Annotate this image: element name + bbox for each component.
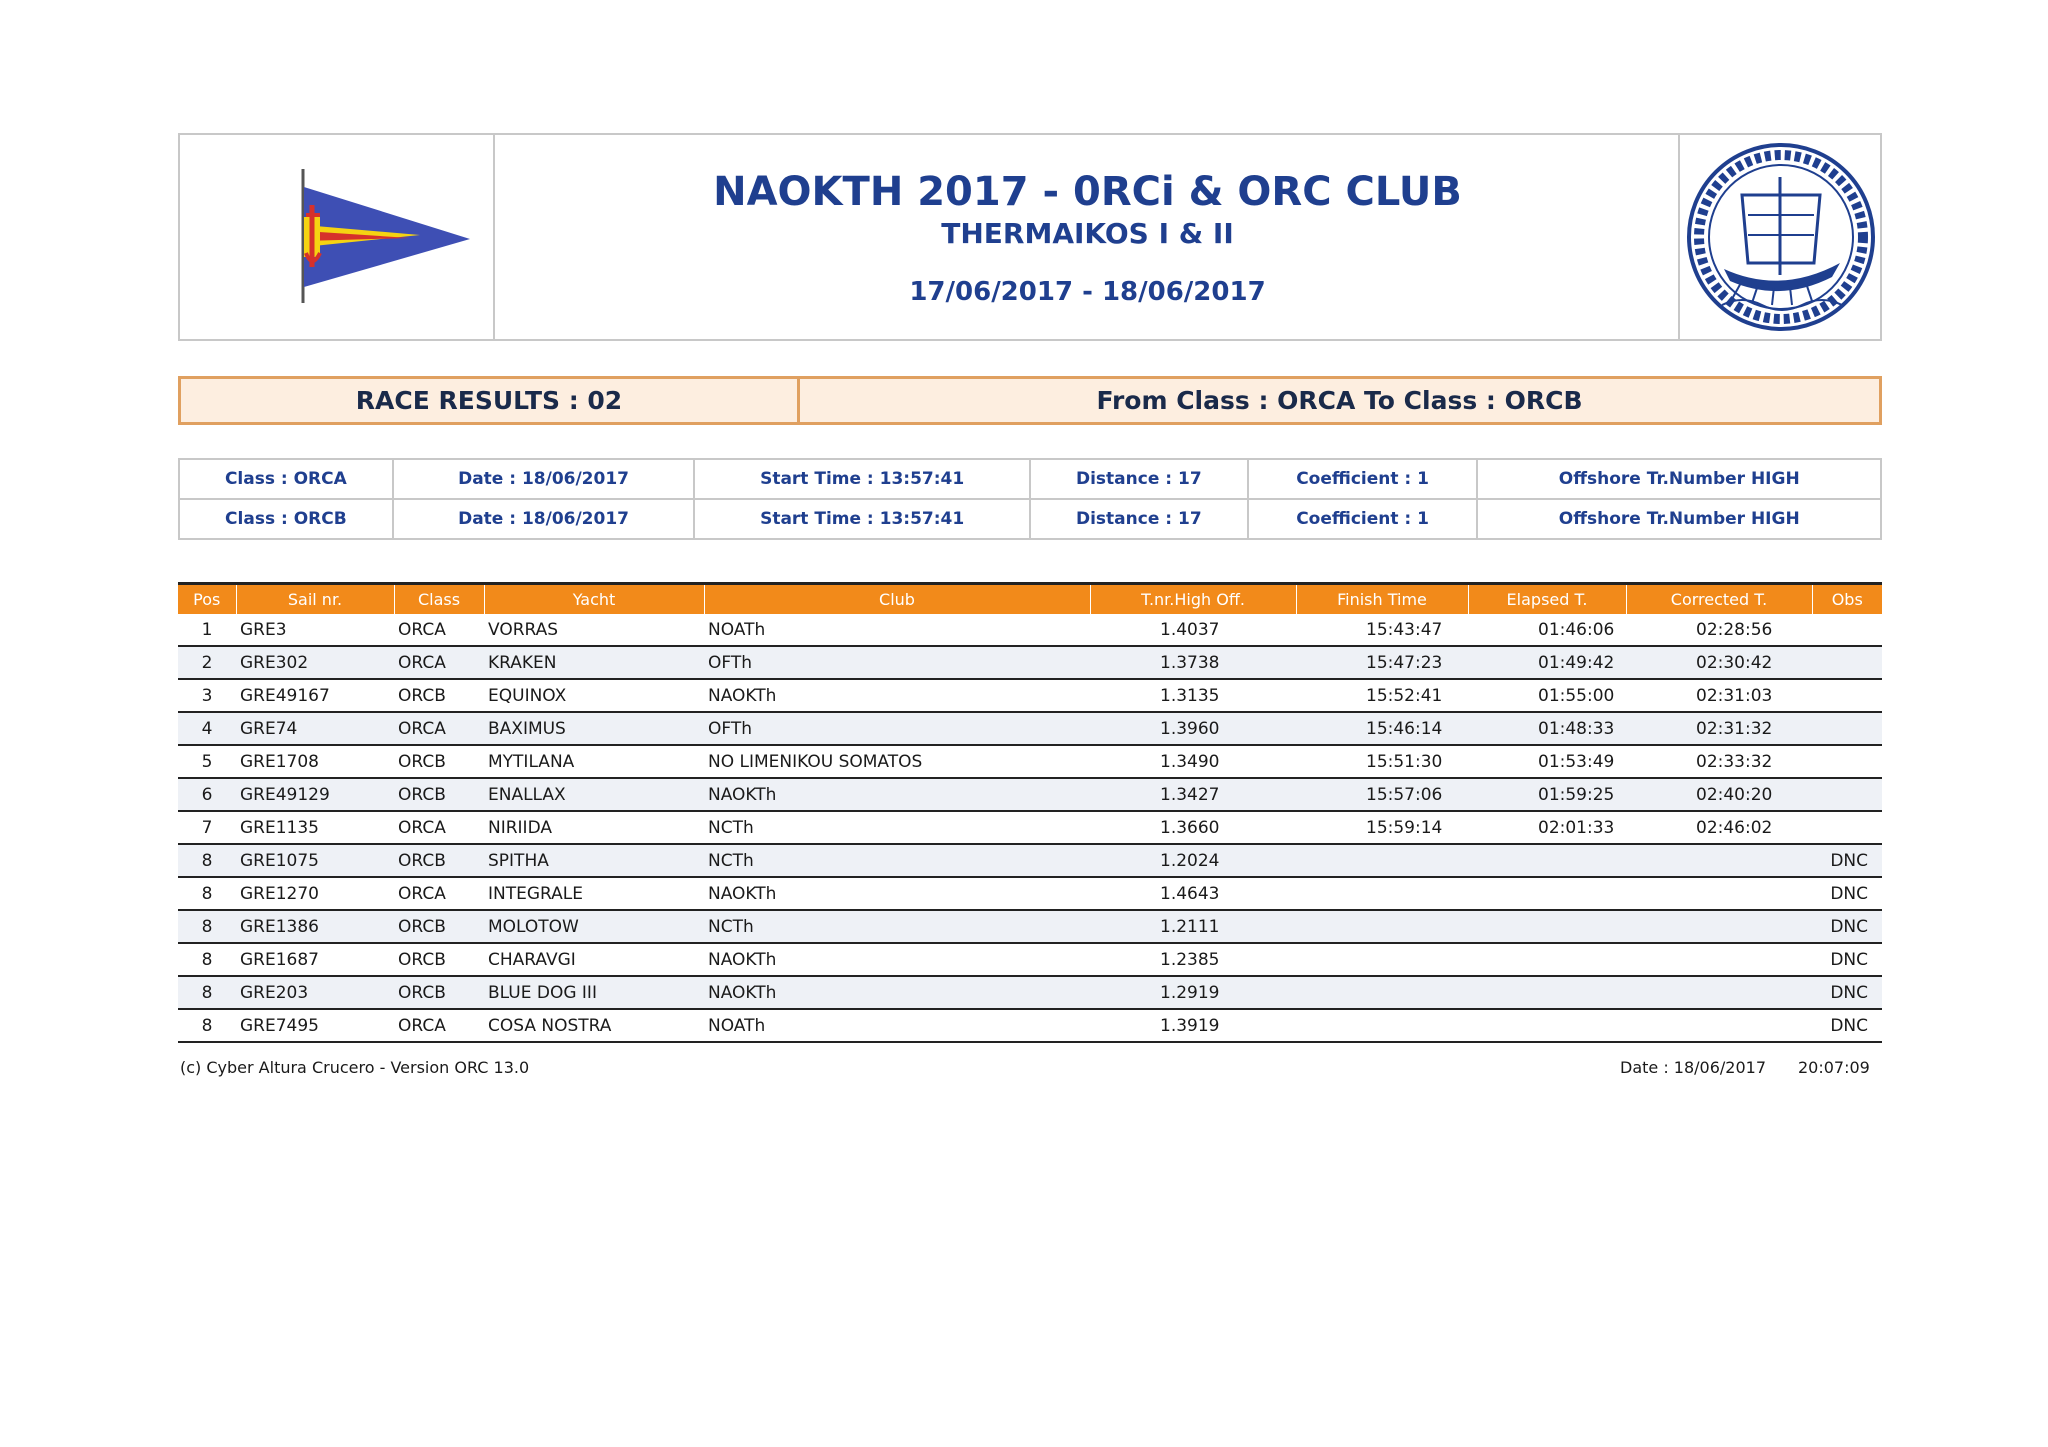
cell-obs: DNC: [1812, 1009, 1882, 1042]
cell-obs: [1812, 712, 1882, 745]
cell-sail: GRE203: [236, 976, 394, 1009]
table-row: [178, 712, 1882, 745]
cell-sail: GRE1270: [236, 877, 394, 910]
cell-sail: GRE74: [236, 712, 394, 745]
cell-sail: GRE1386: [236, 910, 394, 943]
cell-finish: [1296, 976, 1468, 1009]
cell-finish: [1296, 844, 1468, 877]
cell-club: NCTh: [704, 811, 1090, 844]
cell-pos: 2: [178, 646, 236, 679]
cell-obs: [1812, 745, 1882, 778]
cell-corrected: 02:46:02: [1626, 811, 1812, 844]
cell-finish: 15:57:06: [1296, 778, 1468, 811]
club-pennant-icon: [180, 135, 495, 339]
cell-elapsed: [1468, 1009, 1626, 1042]
cell-class: ORCA: [394, 646, 484, 679]
col-header-yacht: Yacht: [484, 584, 704, 615]
cell-elapsed: 01:59:25: [1468, 778, 1626, 811]
cell-elapsed: 02:01:33: [1468, 811, 1626, 844]
cell-club: NO LIMENIKOU SOMATOS: [704, 745, 1090, 778]
cell-class: ORCB: [394, 745, 484, 778]
cell-tnr: 1.3427: [1090, 778, 1296, 811]
class-range-label: From Class : ORCA To Class : ORCB: [1096, 386, 1583, 415]
class-info-row: [179, 459, 1881, 499]
cell-tnr: 1.4643: [1090, 877, 1296, 910]
event-dates: 17/06/2017 - 18/06/2017: [909, 277, 1266, 307]
cell-pos: 5: [178, 745, 236, 778]
cell-yacht: ENALLAX: [484, 778, 704, 811]
col-header-corrected: Corrected T.: [1626, 584, 1812, 615]
cell-obs: [1812, 614, 1882, 646]
class-info-table: [178, 458, 1882, 540]
class-info-method: Offshore Tr.Number HIGH: [1477, 499, 1881, 539]
cell-yacht: VORRAS: [484, 614, 704, 646]
cell-obs: [1812, 811, 1882, 844]
cell-class: ORCB: [394, 679, 484, 712]
title-cell: [497, 135, 1680, 339]
footer-credit: (c) Cyber Altura Crucero - Version ORC 13.0: [180, 1058, 530, 1077]
cell-club: NAOKTh: [704, 679, 1090, 712]
cell-tnr: 1.3738: [1090, 646, 1296, 679]
class-info-class: Class : ORCA: [179, 459, 393, 499]
results-header-row: [178, 584, 1882, 615]
cell-yacht: NIRIIDA: [484, 811, 704, 844]
col-header-tnr: T.nr.High Off.: [1090, 584, 1296, 615]
table-row: [178, 778, 1882, 811]
cell-class: ORCB: [394, 844, 484, 877]
table-row: [178, 943, 1882, 976]
table-row: [178, 679, 1882, 712]
cell-elapsed: 01:46:06: [1468, 614, 1626, 646]
cell-corrected: [1626, 1009, 1812, 1042]
table-row: [178, 646, 1882, 679]
table-row: [178, 877, 1882, 910]
cell-pos: 8: [178, 844, 236, 877]
class-info-start: Start Time : 13:57:41: [694, 499, 1030, 539]
cell-club: NCTh: [704, 844, 1090, 877]
col-header-sail: Sail nr.: [236, 584, 394, 615]
cell-yacht: SPITHA: [484, 844, 704, 877]
cell-sail: GRE49167: [236, 679, 394, 712]
cell-elapsed: 01:48:33: [1468, 712, 1626, 745]
class-info-class: Class : ORCB: [179, 499, 393, 539]
cell-elapsed: [1468, 877, 1626, 910]
cell-sail: GRE302: [236, 646, 394, 679]
cell-yacht: MYTILANA: [484, 745, 704, 778]
cell-tnr: 1.3660: [1090, 811, 1296, 844]
cell-yacht: INTEGRALE: [484, 877, 704, 910]
cell-pos: 1: [178, 614, 236, 646]
cell-club: NCTh: [704, 910, 1090, 943]
race-results-label: RACE RESULTS : 02: [181, 379, 800, 422]
cell-class: ORCB: [394, 943, 484, 976]
cell-corrected: [1626, 943, 1812, 976]
cell-obs: DNC: [1812, 943, 1882, 976]
cell-pos: 3: [178, 679, 236, 712]
cell-club: NAOKTh: [704, 877, 1090, 910]
cell-club: NOATh: [704, 614, 1090, 646]
cell-finish: [1296, 910, 1468, 943]
cell-club: NAOKTh: [704, 778, 1090, 811]
class-info-method: Offshore Tr.Number HIGH: [1477, 459, 1881, 499]
table-row: [178, 1009, 1882, 1042]
ancient-ship-emblem-icon: [1682, 135, 1880, 339]
cell-elapsed: [1468, 976, 1626, 1009]
cell-yacht: CHARAVGI: [484, 943, 704, 976]
footer-time: 20:07:09: [1798, 1058, 1870, 1077]
col-header-elapsed: Elapsed T.: [1468, 584, 1626, 615]
cell-class: ORCB: [394, 778, 484, 811]
table-row: [178, 614, 1882, 646]
cell-elapsed: [1468, 844, 1626, 877]
cell-tnr: 1.3919: [1090, 1009, 1296, 1042]
cell-pos: 8: [178, 910, 236, 943]
cell-corrected: 02:31:03: [1626, 679, 1812, 712]
emblem-cell: [1682, 135, 1880, 339]
cell-sail: GRE1687: [236, 943, 394, 976]
cell-sail: GRE1135: [236, 811, 394, 844]
cell-obs: [1812, 679, 1882, 712]
cell-tnr: 1.3960: [1090, 712, 1296, 745]
class-info-date: Date : 18/06/2017: [393, 499, 695, 539]
cell-corrected: [1626, 976, 1812, 1009]
footer-date: Date : 18/06/2017: [1620, 1058, 1767, 1077]
cell-yacht: MOLOTOW: [484, 910, 704, 943]
cell-pos: 8: [178, 943, 236, 976]
cell-class: ORCA: [394, 712, 484, 745]
table-row: [178, 811, 1882, 844]
cell-sail: GRE7495: [236, 1009, 394, 1042]
cell-corrected: [1626, 910, 1812, 943]
cell-yacht: COSA NOSTRA: [484, 1009, 704, 1042]
cell-tnr: 1.4037: [1090, 614, 1296, 646]
cell-tnr: 1.3490: [1090, 745, 1296, 778]
cell-club: NOATh: [704, 1009, 1090, 1042]
cell-tnr: 1.2111: [1090, 910, 1296, 943]
cell-class: ORCA: [394, 811, 484, 844]
cell-yacht: BAXIMUS: [484, 712, 704, 745]
page-title: NAOKTH 2017 - 0RCi & ORC CLUB: [713, 169, 1462, 215]
cell-pos: 7: [178, 811, 236, 844]
cell-obs: DNC: [1812, 844, 1882, 877]
table-row: [178, 910, 1882, 943]
cell-corrected: 02:31:32: [1626, 712, 1812, 745]
class-info-row: [179, 499, 1881, 539]
cell-elapsed: [1468, 943, 1626, 976]
class-info-coefficient: Coefficient : 1: [1248, 499, 1478, 539]
cell-finish: 15:51:30: [1296, 745, 1468, 778]
table-row: [178, 976, 1882, 1009]
cell-finish: 15:47:23: [1296, 646, 1468, 679]
cell-obs: DNC: [1812, 910, 1882, 943]
col-header-pos: Pos: [178, 584, 236, 615]
cell-tnr: 1.2919: [1090, 976, 1296, 1009]
cell-club: NAOKTh: [704, 976, 1090, 1009]
cell-pos: 4: [178, 712, 236, 745]
cell-obs: [1812, 646, 1882, 679]
cell-finish: 15:52:41: [1296, 679, 1468, 712]
cell-pos: 8: [178, 1009, 236, 1042]
cell-obs: DNC: [1812, 976, 1882, 1009]
cell-yacht: KRAKEN: [484, 646, 704, 679]
cell-sail: GRE1708: [236, 745, 394, 778]
cell-corrected: [1626, 877, 1812, 910]
cell-club: OFTh: [704, 712, 1090, 745]
results-table: [178, 582, 1882, 1043]
cell-club: NAOKTh: [704, 943, 1090, 976]
table-row: [178, 745, 1882, 778]
cell-pos: 6: [178, 778, 236, 811]
col-header-obs: Obs: [1812, 584, 1882, 615]
cell-elapsed: 01:49:42: [1468, 646, 1626, 679]
cell-obs: [1812, 778, 1882, 811]
cell-finish: 15:43:47: [1296, 614, 1468, 646]
cell-tnr: 1.2024: [1090, 844, 1296, 877]
cell-class: ORCA: [394, 1009, 484, 1042]
cell-corrected: 02:30:42: [1626, 646, 1812, 679]
cell-finish: 15:46:14: [1296, 712, 1468, 745]
class-info-distance: Distance : 17: [1030, 499, 1248, 539]
cell-class: ORCB: [394, 910, 484, 943]
cell-pos: 8: [178, 877, 236, 910]
cell-obs: DNC: [1812, 877, 1882, 910]
cell-pos: 8: [178, 976, 236, 1009]
col-header-class: Class: [394, 584, 484, 615]
page-subtitle: THERMAIKOS I & II: [941, 217, 1234, 250]
cell-tnr: 1.3135: [1090, 679, 1296, 712]
cell-class: ORCA: [394, 614, 484, 646]
cell-finish: [1296, 877, 1468, 910]
cell-finish: 15:59:14: [1296, 811, 1468, 844]
cell-corrected: [1626, 844, 1812, 877]
cell-elapsed: 01:55:00: [1468, 679, 1626, 712]
table-row: [178, 844, 1882, 877]
col-header-club: Club: [704, 584, 1090, 615]
class-info-distance: Distance : 17: [1030, 459, 1248, 499]
cell-club: OFTh: [704, 646, 1090, 679]
club-logo-cell: [180, 135, 495, 339]
cell-finish: [1296, 943, 1468, 976]
cell-yacht: EQUINOX: [484, 679, 704, 712]
cell-sail: GRE49129: [236, 778, 394, 811]
cell-elapsed: 01:53:49: [1468, 745, 1626, 778]
class-info-coefficient: Coefficient : 1: [1248, 459, 1478, 499]
cell-sail: GRE1075: [236, 844, 394, 877]
cell-finish: [1296, 1009, 1468, 1042]
cell-tnr: 1.2385: [1090, 943, 1296, 976]
cell-elapsed: [1468, 910, 1626, 943]
class-info-start: Start Time : 13:57:41: [694, 459, 1030, 499]
cell-corrected: 02:33:32: [1626, 745, 1812, 778]
cell-yacht: BLUE DOG III: [484, 976, 704, 1009]
cell-corrected: 02:28:56: [1626, 614, 1812, 646]
class-info-date: Date : 18/06/2017: [393, 459, 695, 499]
cell-class: ORCB: [394, 976, 484, 1009]
results-body: [178, 614, 1882, 1042]
col-header-finish: Finish Time: [1296, 584, 1468, 615]
cell-corrected: 02:40:20: [1626, 778, 1812, 811]
cell-class: ORCA: [394, 877, 484, 910]
cell-sail: GRE3: [236, 614, 394, 646]
